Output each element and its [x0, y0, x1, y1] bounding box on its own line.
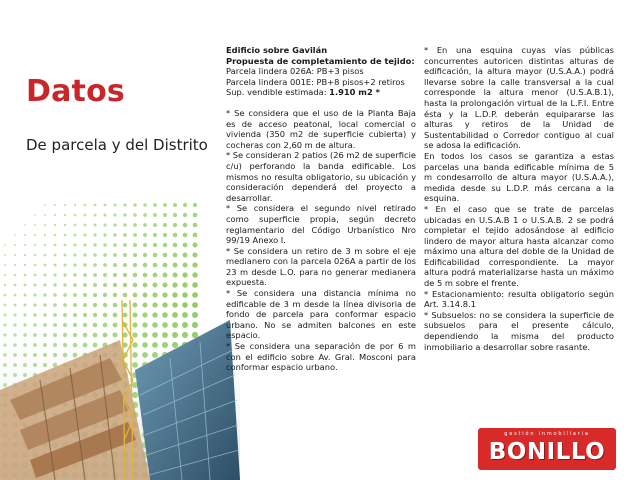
page-subtitle: De parcela y del Distrito: [26, 136, 208, 154]
bonillo-logo: [478, 428, 616, 470]
left-text-column: [226, 45, 416, 373]
note-paragraph: * Se considera una distancia mínima no edificable de 3 m desde la línea divisoria de fondo de parcela para conformar espacio urbano. No se admiten balcones en este espacio.: [226, 288, 416, 341]
note-paragraph: En todos los casos se garantiza a estas parcelas una banda edificable mínima de 5 m condesarrollo de altura mayor (U.S.A.A.), medida desde su L.D.P. más cercana a la esquina.: [424, 150, 614, 204]
sellable-area: [226, 87, 416, 98]
sellable-area-value: 1.910 m2 *: [329, 87, 380, 98]
note-paragraph: * Se considera que el uso de la Planta Baja es de acceso peatonal, local comercial o vivienda (350 m2 de superficie cubierta) y cocheras con 2,60 m de altura.: [226, 107, 416, 150]
page-title: Datos: [26, 74, 125, 109]
building-name: Edificio sobre Gavilán: [226, 45, 328, 55]
proposal-line: Parcela lindera 026A: PB+3 pisos: [226, 66, 364, 77]
logo-name: BONILLO: [488, 439, 606, 465]
note-paragraph: * Se considera un retiro de 3 m sobre el eje medianero con la parcela 026A a partir de los 23 m desde L.O. para no generar medianera expuesta.: [226, 245, 416, 288]
right-text-column: [424, 45, 614, 352]
proposal-heading: Propuesta de completamiento de tejido:: [226, 55, 415, 66]
proposal-line: Parcela lindera 001E: PB+8 pisos+2 retiros: [226, 76, 405, 87]
building-photo: [0, 300, 240, 480]
note-paragraph: * Estacionamiento: resulta obligatorio según Art. 3.14.8.1: [424, 288, 614, 310]
note-paragraph: * En el caso que se trate de parcelas ubicadas en U.S.A.B 1 o U.S.A.B. 2 se podrá completar el tejido adosándose al edificio lindero de mayor altura hasta alcanzar como máximo una altura del doble de la Unidad de Edificabilidad correspondiente. La mayor altura podrá materializarse hasta un máximo de 5 m sobre el frente.: [424, 203, 614, 289]
sellable-area-label: Sup. vendible estimada:: [226, 87, 330, 98]
note-paragraph: * En una esquina cuyas vías públicas concurrentes autoricen distintas alturas de edificación, la altura mayor (U.S.A.A.) podrá llevarse sobre la calle transversal a la cual corresponde la altura menor (U.S.A.B.1), hasta la prolongación virtual de la L.F.I. Entre ésta y la L.D.P. deberán equipararse las alturas y retiros de la Unidad de Sustentabilidad o Corredor contiguo al cual se adosa la edificación.: [424, 45, 614, 151]
note-paragraph: * Subsuelos: no se considera la superficie de subsuelos para el presente cálculo, dependiendo la misma del producto inmobiliario a desarrollar sobre rasante.: [424, 309, 614, 352]
note-paragraph: * Se considera el segundo nivel retirado como superficie propia, según decreto reglamentario del Código Urbanístico Nro 99/19 Anexo I.: [226, 203, 416, 246]
note-paragraph: * Se consideran 2 patios (26 m2 de superficie c/u) perforando la banda edificable. Los mismos no resulta obligatorio, su ubicación y consideración dependerá del proyecto a desarrollar.: [226, 150, 416, 203]
note-paragraph: * Se considera una separación de por 6 m con el edificio sobre Av. Gral. Mosconi para conformar espacio urbano.: [226, 341, 416, 373]
logo-tagline: gestión inmobiliaria: [504, 431, 590, 437]
